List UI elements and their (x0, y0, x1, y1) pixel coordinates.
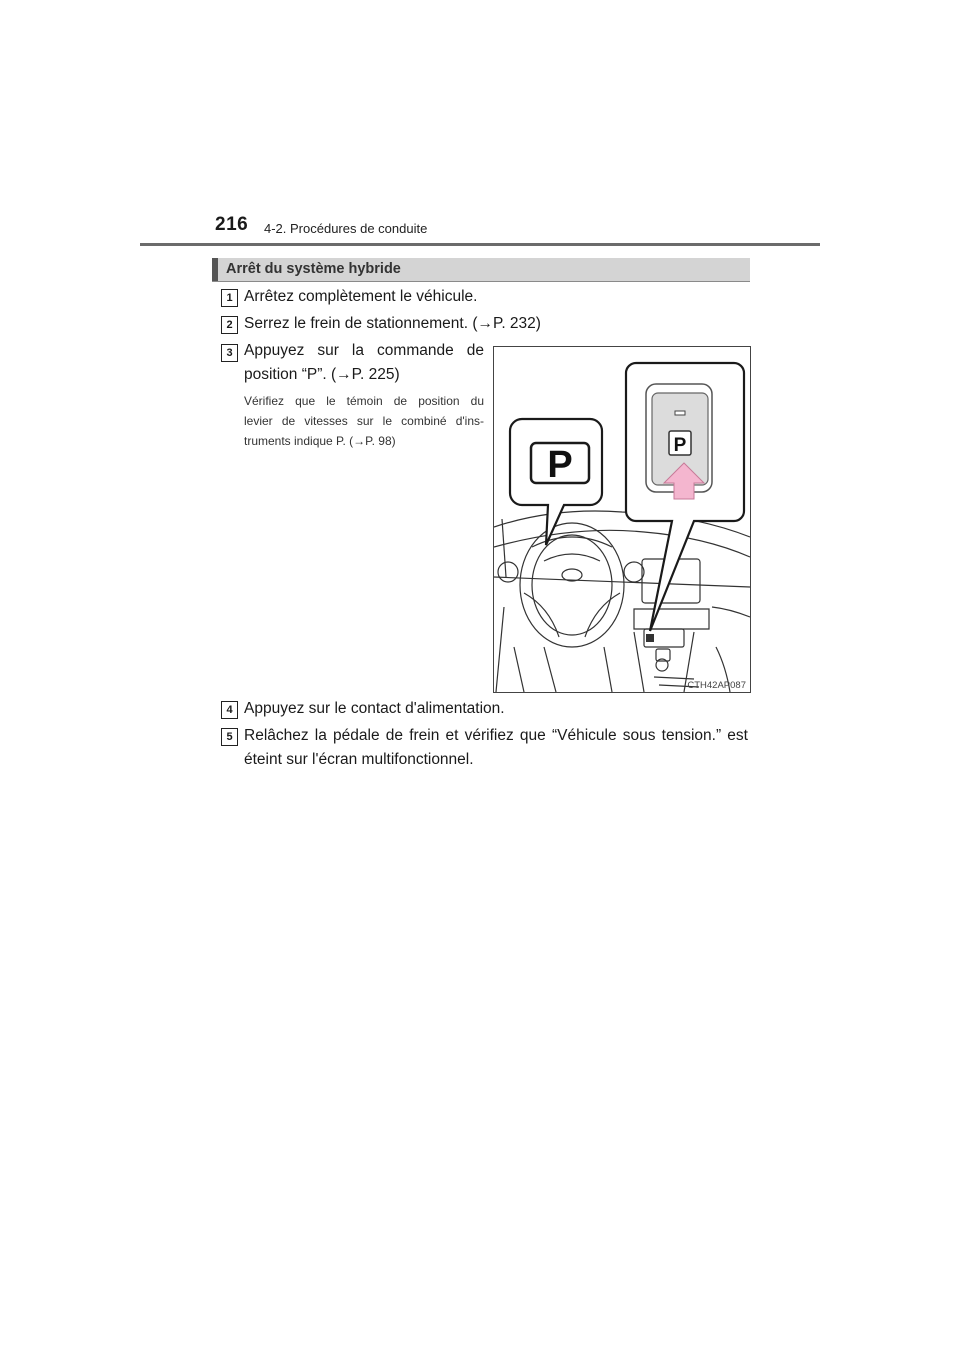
step-3-note (244, 391, 484, 451)
step-3-text (244, 339, 484, 387)
step-5-line-1: Relâchez la pédale de frein et vérifiez que “Véhicule sous tension.” est (244, 727, 748, 744)
section-header-bar (212, 258, 218, 281)
section-path: 4-2. Procédures de conduite (264, 221, 428, 236)
step-number-5: 5 (221, 728, 238, 746)
p-indicator-lamp (675, 411, 685, 415)
section-header (212, 258, 750, 282)
section-title: Arrêt du système hybride (226, 261, 401, 277)
header-rule (140, 243, 820, 246)
step-5-line-2: éteint sur l'écran multifonctionnel. (244, 751, 474, 768)
step-3-line-1: Appuyez sur la commande de (244, 342, 484, 359)
indicator-p-letter: P (547, 444, 573, 486)
step-1-text (244, 285, 754, 309)
note-line-1: Vérifiez que le témoin de position du (244, 394, 484, 408)
step-number-2: 2 (221, 316, 238, 334)
figure-code: CTH42AP087 (687, 680, 746, 691)
step-2-line-1: Serrez le frein de stationnement. (→P. 232) (244, 315, 541, 332)
note-line-2: levier de vitesses sur le combiné d'ins- (244, 414, 484, 428)
step-5-text (244, 724, 748, 772)
step-number-3: 3 (221, 344, 238, 362)
step-3-line-2: position “P”. (→P. 225) (244, 366, 400, 383)
page-number: 216 (215, 214, 249, 235)
step-2-text (244, 312, 754, 336)
step-number-1: 1 (221, 289, 238, 307)
step-1-line-1: Arrêtez complètement le véhicule. (244, 288, 478, 305)
step-4-text (244, 697, 754, 721)
step-number-4: 4 (221, 701, 238, 719)
p-button-letter: P (673, 435, 687, 456)
note-line-3: truments indique P. (→P. 98) (244, 434, 396, 448)
dashboard-lines (494, 511, 750, 692)
dashboard-illustration (494, 347, 750, 692)
shift-p-button-small (646, 634, 654, 642)
shift-p-illustration (493, 346, 751, 693)
step-4-line-1: Appuyez sur le contact d'alimentation. (244, 700, 505, 717)
